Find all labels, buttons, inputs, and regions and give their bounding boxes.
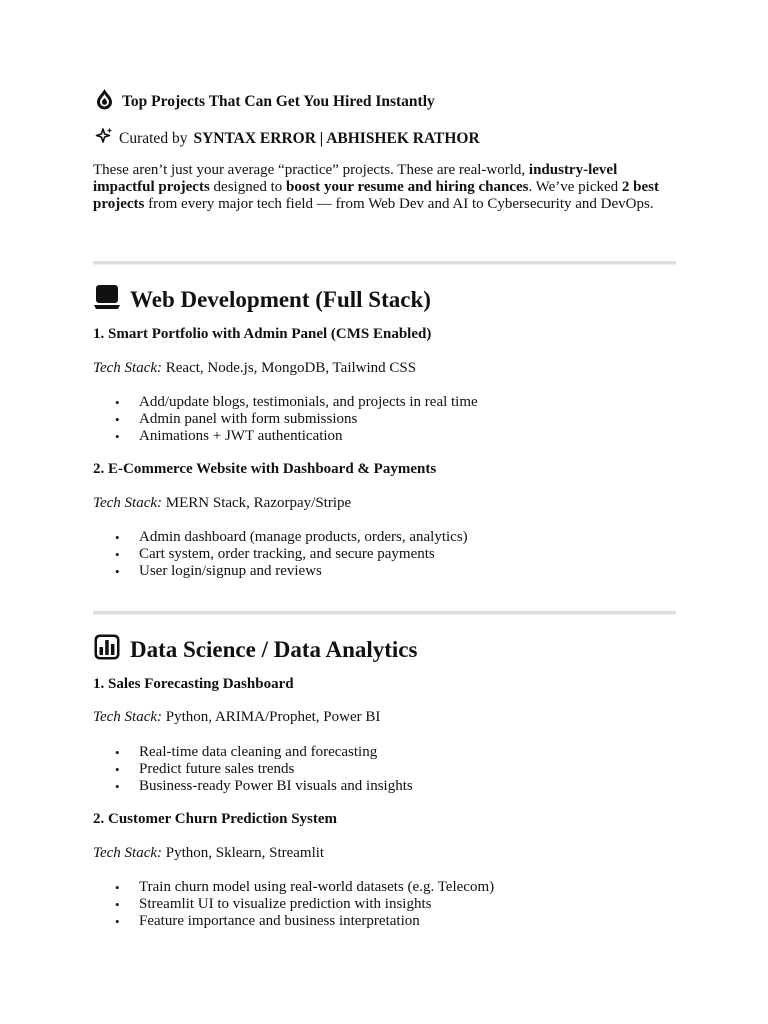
- project-title: 2. E-Commerce Website with Dashboard & Payments: [93, 461, 437, 477]
- intro-text: . We’ve picked: [528, 179, 622, 195]
- tech-stack-line: [93, 495, 351, 512]
- section-heading-text: Web Development (Full Stack): [130, 286, 431, 312]
- feature-list: [93, 744, 413, 795]
- feature-list: [93, 879, 494, 930]
- feature-list: [93, 529, 468, 580]
- tech-stack-value: React, Node.js, MongoDB, Tailwind CSS: [165, 360, 417, 376]
- tech-stack-label: Tech Stack:: [93, 495, 163, 511]
- section-divider: [93, 261, 676, 265]
- tech-stack-line: [93, 709, 380, 726]
- intro-text: from every major tech field — from Web Dev and AI to Cybersecurity and DevOps.: [144, 196, 654, 212]
- intro-emphasis: 2 best projects: [93, 179, 660, 212]
- intro-emphasis: industry-level impactful projects: [93, 162, 618, 195]
- tech-stack-label: Tech Stack:: [93, 360, 163, 376]
- list-item: • Add/update blogs, testimonials, and projects in real time: [139, 394, 478, 411]
- sparkles-icon: [95, 127, 113, 150]
- list-item: • Cart system, order tracking, and secure payments: [139, 546, 468, 563]
- section-divider: [93, 611, 676, 615]
- document-title: [95, 88, 435, 115]
- curated-prefix: Curated by: [119, 129, 188, 147]
- list-item: • Business-ready Power BI visuals and insights: [139, 778, 413, 795]
- project-title: 2. Customer Churn Prediction System: [93, 811, 338, 827]
- list-item: • Admin panel with form submissions: [139, 411, 478, 428]
- list-item: • Animations + JWT authentication: [139, 428, 478, 445]
- tech-stack-line: [93, 360, 416, 377]
- tech-stack-line: [93, 845, 324, 862]
- tech-stack-label: Tech Stack:: [93, 845, 163, 861]
- title-text: Top Projects That Can Get You Hired Instantly: [122, 92, 435, 110]
- tech-stack-value: Python, Sklearn, Streamlit: [165, 845, 325, 861]
- list-item: • Predict future sales trends: [139, 761, 413, 778]
- list-item: • Streamlit UI to visualize prediction with insights: [139, 896, 494, 913]
- intro-paragraph: [93, 162, 676, 213]
- tech-stack-value: Python, ARIMA/Prophet, Power BI: [165, 709, 381, 725]
- list-item: • Feature importance and business interpretation: [139, 913, 494, 930]
- feature-list: [93, 394, 478, 445]
- intro-text: designed to: [209, 179, 287, 195]
- tech-stack-label: Tech Stack:: [93, 709, 163, 725]
- intro-text: These aren’t just your average “practice” projects. These are real-world,: [93, 162, 529, 178]
- tech-stack-value: MERN Stack, Razorpay/Stripe: [165, 495, 352, 511]
- drop-icon: [95, 88, 114, 115]
- section-heading-data-science: [93, 633, 417, 666]
- section-heading-web-dev: [93, 283, 431, 316]
- section-heading-text: Data Science / Data Analytics: [130, 636, 418, 662]
- list-item: • User login/signup and reviews: [139, 563, 468, 580]
- curated-by-line: [95, 127, 480, 150]
- list-item: • Real-time data cleaning and forecasting: [139, 744, 413, 761]
- curator-name: SYNTAX ERROR | ABHISHEK RATHOR: [193, 129, 480, 147]
- intro-emphasis: boost your resume and hiring chances: [286, 179, 529, 195]
- project-title: 1. Smart Portfolio with Admin Panel (CMS Enabled): [93, 326, 432, 342]
- bar-chart-icon: [93, 633, 121, 666]
- laptop-icon: [93, 283, 121, 316]
- project-title: 1. Sales Forecasting Dashboard: [93, 676, 294, 692]
- list-item: • Admin dashboard (manage products, orders, analytics): [139, 529, 468, 546]
- list-item: • Train churn model using real-world datasets (e.g. Telecom): [139, 879, 494, 896]
